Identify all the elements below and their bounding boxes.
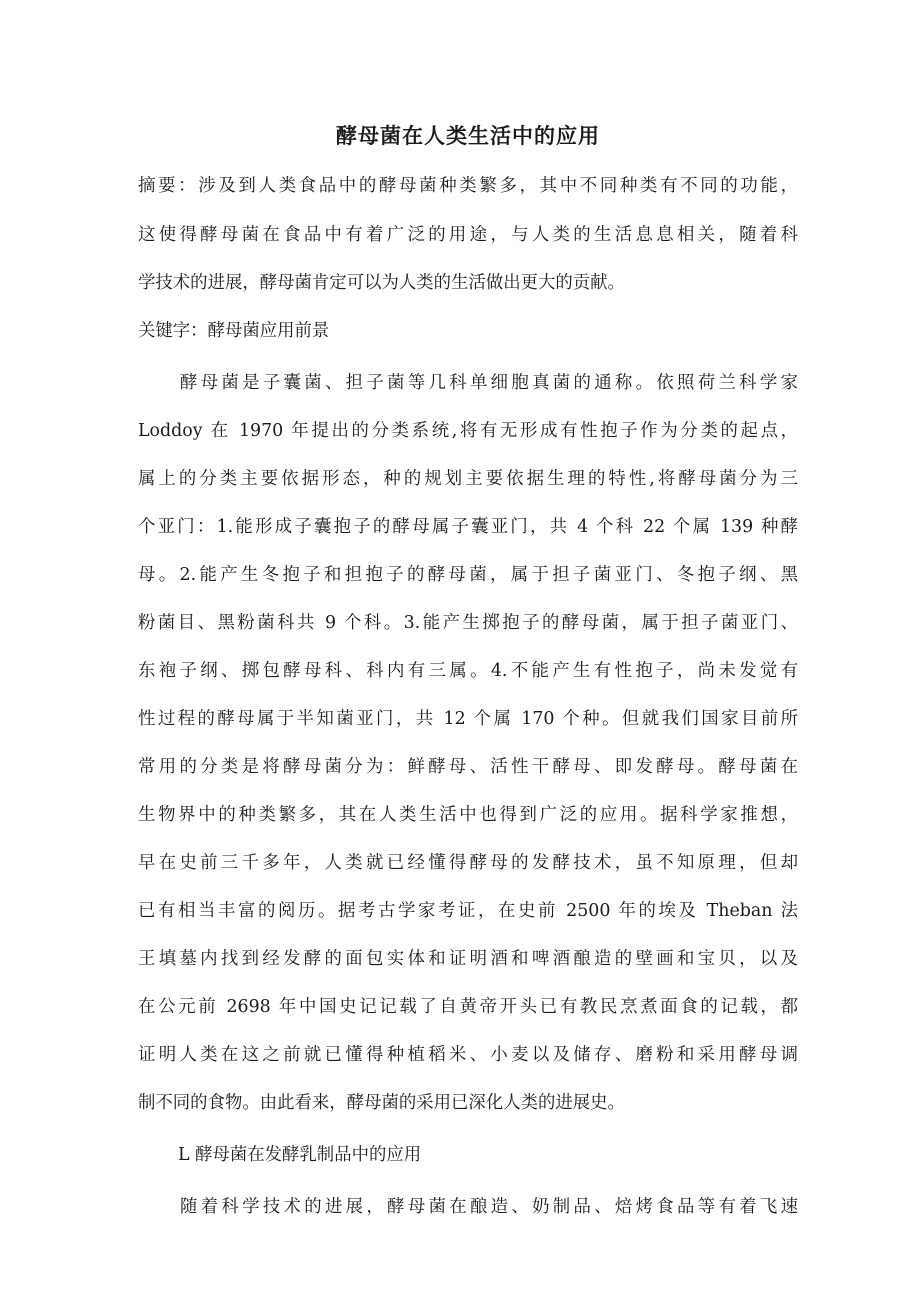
body-line-11: 早在史前三千多年，人类就已经懂得酵母的发酵技术，虽不知原理，但却 xyxy=(138,853,798,873)
abstract-line-1: 摘要：涉及到人类食品中的酵母菌种类繁多，其中不同种类有不同的功能， xyxy=(138,176,798,196)
body-line-10: 生物界中的种类繁多，其在人类生活中也得到广泛的应用。据科学家推想， xyxy=(138,805,798,825)
keywords-line: 关键字：酵母菌应用前景 xyxy=(138,321,330,341)
body-line-13: 王填墓内找到经发酵的面包实体和证明酒和啤酒酿造的壁画和宝贝，以及 xyxy=(138,949,798,969)
body-line-1: 酵母菌是子囊菌、担子菌等几科单细胞真菌的通称。依照荷兰科学家 xyxy=(180,373,798,393)
body-line-5: 母。2.能产生冬抱子和担抱子的酵母菌，属于担子菌亚门、冬抱子纲、黑 xyxy=(138,565,798,585)
body-line-12: 已有相当丰富的阅历。据考古学家考证，在史前 2500 年的埃及 Theban 法 xyxy=(138,901,798,921)
document-title: 酵母菌在人类生活中的应用 xyxy=(336,124,600,148)
abstract-line-2: 这使得酵母菌在食品中有着广泛的用途，与人类的生活息息相关，随着科 xyxy=(138,225,798,245)
body-line-6: 粉菌目、黑粉菌科共 9 个科。3.能产生掷抱子的酵母菌，属于担子菌亚门、 xyxy=(138,613,798,633)
abstract-line-3: 学技术的进展，酵母菌肯定可以为人类的生活做出更大的贡献。 xyxy=(138,273,625,293)
body-line-2: Loddoy 在 1970 年提出的分类系统,将有无形成有性抱子作为分类的起点， xyxy=(138,421,798,441)
section-heading: L 酵母菌在发酵乳制品中的应用 xyxy=(178,1145,422,1165)
body-line-8: 性过程的酵母属于半知菌亚门，共 12 个属 170 个种。但就我们国家目前所 xyxy=(138,709,798,729)
body-line-15: 证明人类在这之前就已懂得种植稻米、小麦以及储存、磨粉和采用酵母调 xyxy=(138,1045,798,1065)
body-line-3: 属上的分类主要依据形态，种的规划主要依据生理的特性,将酵母菌分为三 xyxy=(138,469,798,489)
section-paragraph-line-1: 随着科学技术的进展，酵母菌在酿造、奶制品、焙烤食品等有着飞速 xyxy=(180,1197,798,1217)
body-line-4: 个亚门：1.能形成子囊抱子的酵母属子囊亚门，共 4 个科 22 个属 139 种酵 xyxy=(138,517,798,537)
body-line-9: 常用的分类是将酵母菌分为：鲜酵母、活性干酵母、即发酵母。酵母菌在 xyxy=(138,757,798,777)
body-line-14: 在公元前 2698 年中国史记记载了自黄帝开头已有教民烹煮面食的记载，都 xyxy=(138,997,798,1017)
body-line-16: 制不同的食物。由此看来，酵母菌的采用已深化人类的进展史。 xyxy=(138,1093,625,1113)
body-line-7: 东袍子纲、掷包酵母科、科内有三属。4.不能产生有性抱子，尚未发觉有 xyxy=(138,661,798,681)
